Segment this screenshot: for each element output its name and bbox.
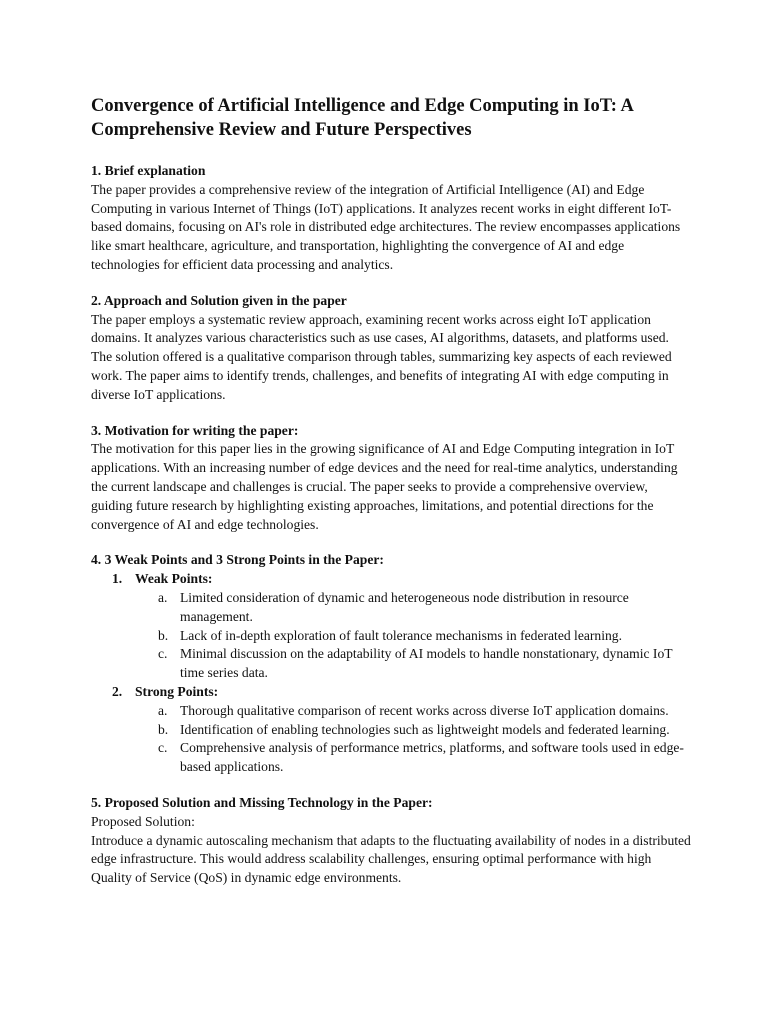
section-weak-strong-points bbox=[91, 551, 691, 777]
section-heading: 4. 3 Weak Points and 3 Strong Points in the Paper: bbox=[91, 552, 384, 568]
list-item-text: Comprehensive analysis of performance metrics, platforms, and software tools used in edge-based applications. bbox=[180, 740, 684, 775]
list-item bbox=[135, 721, 691, 740]
list-item-text: Limited consideration of dynamic and heterogeneous node distribution in resource management. bbox=[180, 589, 629, 624]
section-heading: 1. Brief explanation bbox=[91, 163, 206, 178]
points-list bbox=[91, 570, 691, 777]
list-item-text: Identification of enabling technologies such as lightweight models and federated learning. bbox=[180, 721, 670, 737]
list-letter: c. bbox=[158, 646, 168, 662]
list-number: 2. bbox=[112, 683, 123, 699]
list-letter: b. bbox=[158, 721, 169, 737]
list-item-text: Lack of in-depth exploration of fault tolerance mechanisms in federated learning. bbox=[180, 627, 622, 643]
weak-points-list bbox=[135, 589, 691, 683]
section-heading: 5. Proposed Solution and Missing Technology in the Paper: bbox=[91, 794, 433, 810]
weak-points-item bbox=[91, 570, 691, 683]
proposed-solution-label: Proposed Solution: bbox=[91, 813, 195, 829]
list-letter: a. bbox=[158, 702, 168, 718]
section-body: Introduce a dynamic autoscaling mechanism that adapts to the fluctuating availability of nodes in a distributed edge infrastructure. This would address scalability challenges, ensuring optimal performance with high Quality of Service (QoS) in dynamic edge environments. bbox=[91, 832, 691, 886]
section-heading: 3. Motivation for writing the paper: bbox=[91, 422, 299, 438]
document-title: Convergence of Artificial Intelligence and Edge Computing in IoT: A Comprehensive Review and Future Perspectives bbox=[91, 96, 633, 140]
section-brief-explanation bbox=[91, 162, 691, 275]
section-motivation bbox=[91, 422, 691, 535]
list-letter: b. bbox=[158, 627, 169, 643]
strong-points-label: Strong Points: bbox=[135, 683, 219, 699]
list-item-text: Minimal discussion on the adaptability of AI models to handle nonstationary, dynamic IoT time series data. bbox=[180, 646, 673, 681]
document-page bbox=[91, 94, 691, 905]
section-heading: 2. Approach and Solution given in the paper bbox=[91, 292, 347, 308]
section-body: The paper employs a systematic review approach, examining recent works across eight IoT application domains. It analyzes various characteristics such as use cases, AI algorithms, datasets, and platforms used. The solution offered is a qualitative comparison through tables, summarizing key aspects of each reviewed work. The paper aims to identify trends, challenges, and benefits of integrating AI with edge computing in diverse IoT applications. bbox=[91, 311, 672, 402]
section-proposed-solution bbox=[91, 794, 691, 888]
section-approach-solution bbox=[91, 292, 691, 405]
list-letter: c. bbox=[158, 740, 168, 756]
weak-points-label: Weak Points: bbox=[135, 571, 213, 587]
strong-points-item bbox=[91, 683, 691, 777]
list-item bbox=[135, 645, 691, 683]
list-number: 1. bbox=[112, 571, 123, 587]
list-letter: a. bbox=[158, 589, 168, 605]
list-item bbox=[135, 589, 691, 627]
list-item-text: Thorough qualitative comparison of recent works across diverse IoT application domains. bbox=[180, 702, 669, 718]
list-item bbox=[135, 702, 691, 721]
list-item bbox=[135, 627, 691, 646]
strong-points-list bbox=[135, 702, 691, 777]
section-body: The motivation for this paper lies in the growing significance of AI and Edge Computing integration in IoT applications. With an increasing number of edge devices and the need for real-time analytics, understanding the current landscape and challenges is crucial. The paper seeks to provide a comprehensive overview, guiding future research by highlighting existing approaches, limitations, and potential directions for the convergence of AI and edge technologies. bbox=[91, 441, 678, 532]
list-item bbox=[135, 739, 691, 777]
section-body: The paper provides a comprehensive review of the integration of Artificial Intelligence (AI) and Edge Computing in various Internet of Things (IoT) applications. It analyzes recent works in eight different IoT-based domains, focusing on AI's role in distributed edge architectures. The review encompasses applications like smart healthcare, agriculture, and transportation, highlighting the convergence of AI and edge technologies for efficient data processing and analytics. bbox=[91, 181, 681, 272]
